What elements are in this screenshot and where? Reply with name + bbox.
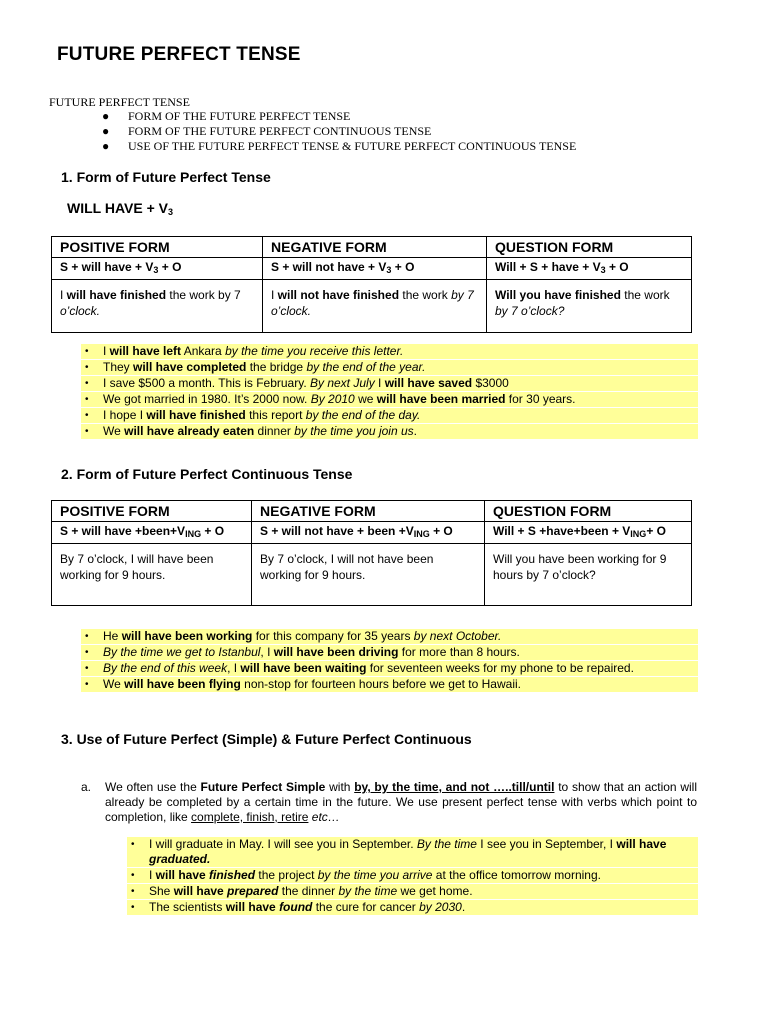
section1-formula: WILL HAVE + $V_3$ <box>67 200 174 217</box>
list-item: • I will graduate in May. I will see you in September. By the time I see you in September, I will have graduated. <box>127 837 698 868</box>
table-form-row <box>52 258 692 280</box>
section3-paragraph: a. We often use the Future Perfect Simple with by, by the time, and not …..till/until to show that an action will already be completed by a certain time in the future. We use present perfect tense with verbs which point to completion, like complete, finish, retire etc… <box>81 780 698 824</box>
table-cell: S + will have $+been+V_{ING} + O$ <box>52 522 252 544</box>
table-header-row <box>52 237 692 258</box>
section2-example-list <box>81 629 698 693</box>
list-item: • I save $500 a month. This is February. By next July I will have saved $3000 <box>81 376 698 392</box>
table-cell: Will + S + have + $V_3 + O$ <box>487 258 692 280</box>
bullet-icon: • <box>85 647 89 658</box>
bullet-icon: • <box>85 631 89 642</box>
section2-form-table <box>51 500 692 606</box>
table-cell: S + will not have + $V_3 + O$ <box>263 258 487 280</box>
table-cell: S + will have + $V_3 + O$ <box>52 258 263 280</box>
table-header: QUESTION FORM <box>487 237 692 258</box>
list-item: • By the time we get to Istanbul, I will have been driving for more than 8 hours. <box>81 645 698 661</box>
table-cell: Will + S +have+been + $V_{ING}+ O$ <box>485 522 692 544</box>
list-item: • I hope I will have finished this report by the end of the day. <box>81 408 698 424</box>
toc-heading: FUTURE PERFECT TENSE <box>49 95 190 109</box>
table-cell: I will have finished the work by 7 o’clock. <box>52 280 263 333</box>
bullet-icon: • <box>85 410 89 421</box>
section1-example-list <box>81 344 698 440</box>
table-example-row <box>52 280 692 333</box>
bullet-icon: • <box>85 663 89 674</box>
list-item: • They will have completed the bridge by the end of the year. <box>81 360 698 376</box>
bullet-icon: • <box>131 886 135 897</box>
toc-item: ● USE OF THE FUTURE PERFECT TENSE & FUTURE PERFECT CONTINUOUS TENSE <box>102 139 577 153</box>
table-form-row <box>52 522 692 544</box>
toc-item: ● FORM OF THE FUTURE PERFECT CONTINUOUS TENSE <box>102 124 432 138</box>
table-cell: I will not have finished the work by 7 o’clock. <box>263 280 487 333</box>
table-header-row <box>52 501 692 522</box>
table-cell: Will you have been working for 9 hours by 7 o’clock? <box>485 544 692 606</box>
table-example-row <box>52 544 692 606</box>
toc-item: ● FORM OF THE FUTURE PERFECT TENSE <box>102 109 351 123</box>
bullet-icon: • <box>131 839 135 850</box>
list-item: • We got married in 1980. It’s 2000 now. By 2010 we will have been married for 30 years. <box>81 392 698 408</box>
table-header: NEGATIVE FORM <box>263 237 487 258</box>
table-cell: By 7 o’clock, I will have been working for 9 hours. <box>52 544 252 606</box>
list-item: • I will have left Ankara by the time you receive this letter. <box>81 344 698 360</box>
bullet-icon: • <box>85 346 89 357</box>
table-header: NEGATIVE FORM <box>252 501 485 522</box>
section1-heading: 1. Form of Future Perfect Tense <box>61 169 271 185</box>
bullet-icon: • <box>85 394 89 405</box>
bullet-icon: • <box>85 378 89 389</box>
table-header: POSITIVE FORM <box>52 237 263 258</box>
bullet-icon: ● <box>102 124 110 138</box>
toc-list <box>102 109 576 154</box>
bullet-icon: • <box>85 362 89 373</box>
bullet-icon: • <box>85 426 89 437</box>
list-item: • By the end of this week, I will have been waiting for seventeen weeks for my phone to be repaired. <box>81 661 698 677</box>
list-item: • She will have prepared the dinner by the time we get home. <box>127 884 698 900</box>
bullet-icon: ● <box>102 139 110 153</box>
table-cell: S + will not have + been $+V_{ING} + O$ <box>252 522 485 544</box>
bullet-icon: • <box>131 870 135 881</box>
bullet-icon: ● <box>102 109 110 123</box>
table-header: QUESTION FORM <box>485 501 692 522</box>
list-item: • I will have finished the project by the time you arrive at the office tomorrow morning. <box>127 868 698 884</box>
list-item: • The scientists will have found the cure for cancer by 2030. <box>127 900 698 916</box>
bullet-icon: • <box>85 679 89 690</box>
section3-heading: 3. Use of Future Perfect (Simple) & Future Perfect Continuous <box>61 731 472 747</box>
list-item: • We will have already eaten dinner by the time you join us. <box>81 424 698 440</box>
section3-example-list <box>127 837 698 916</box>
list-item: • We will have been flying non-stop for fourteen hours before we get to Hawaii. <box>81 677 698 693</box>
section1-form-table <box>51 236 692 333</box>
table-cell: Will you have finished the work by 7 o’clock? <box>487 280 692 333</box>
list-marker: a. <box>81 780 92 794</box>
list-item: • He will have been working for this company for 35 years by next October. <box>81 629 698 645</box>
bullet-icon: • <box>131 902 135 913</box>
table-header: POSITIVE FORM <box>52 501 252 522</box>
section2-heading: 2. Form of Future Perfect Continuous Tense <box>61 466 353 482</box>
page-title: FUTURE PERFECT TENSE <box>57 44 301 65</box>
table-cell: By 7 o’clock, I will not have been working for 9 hours. <box>252 544 485 606</box>
